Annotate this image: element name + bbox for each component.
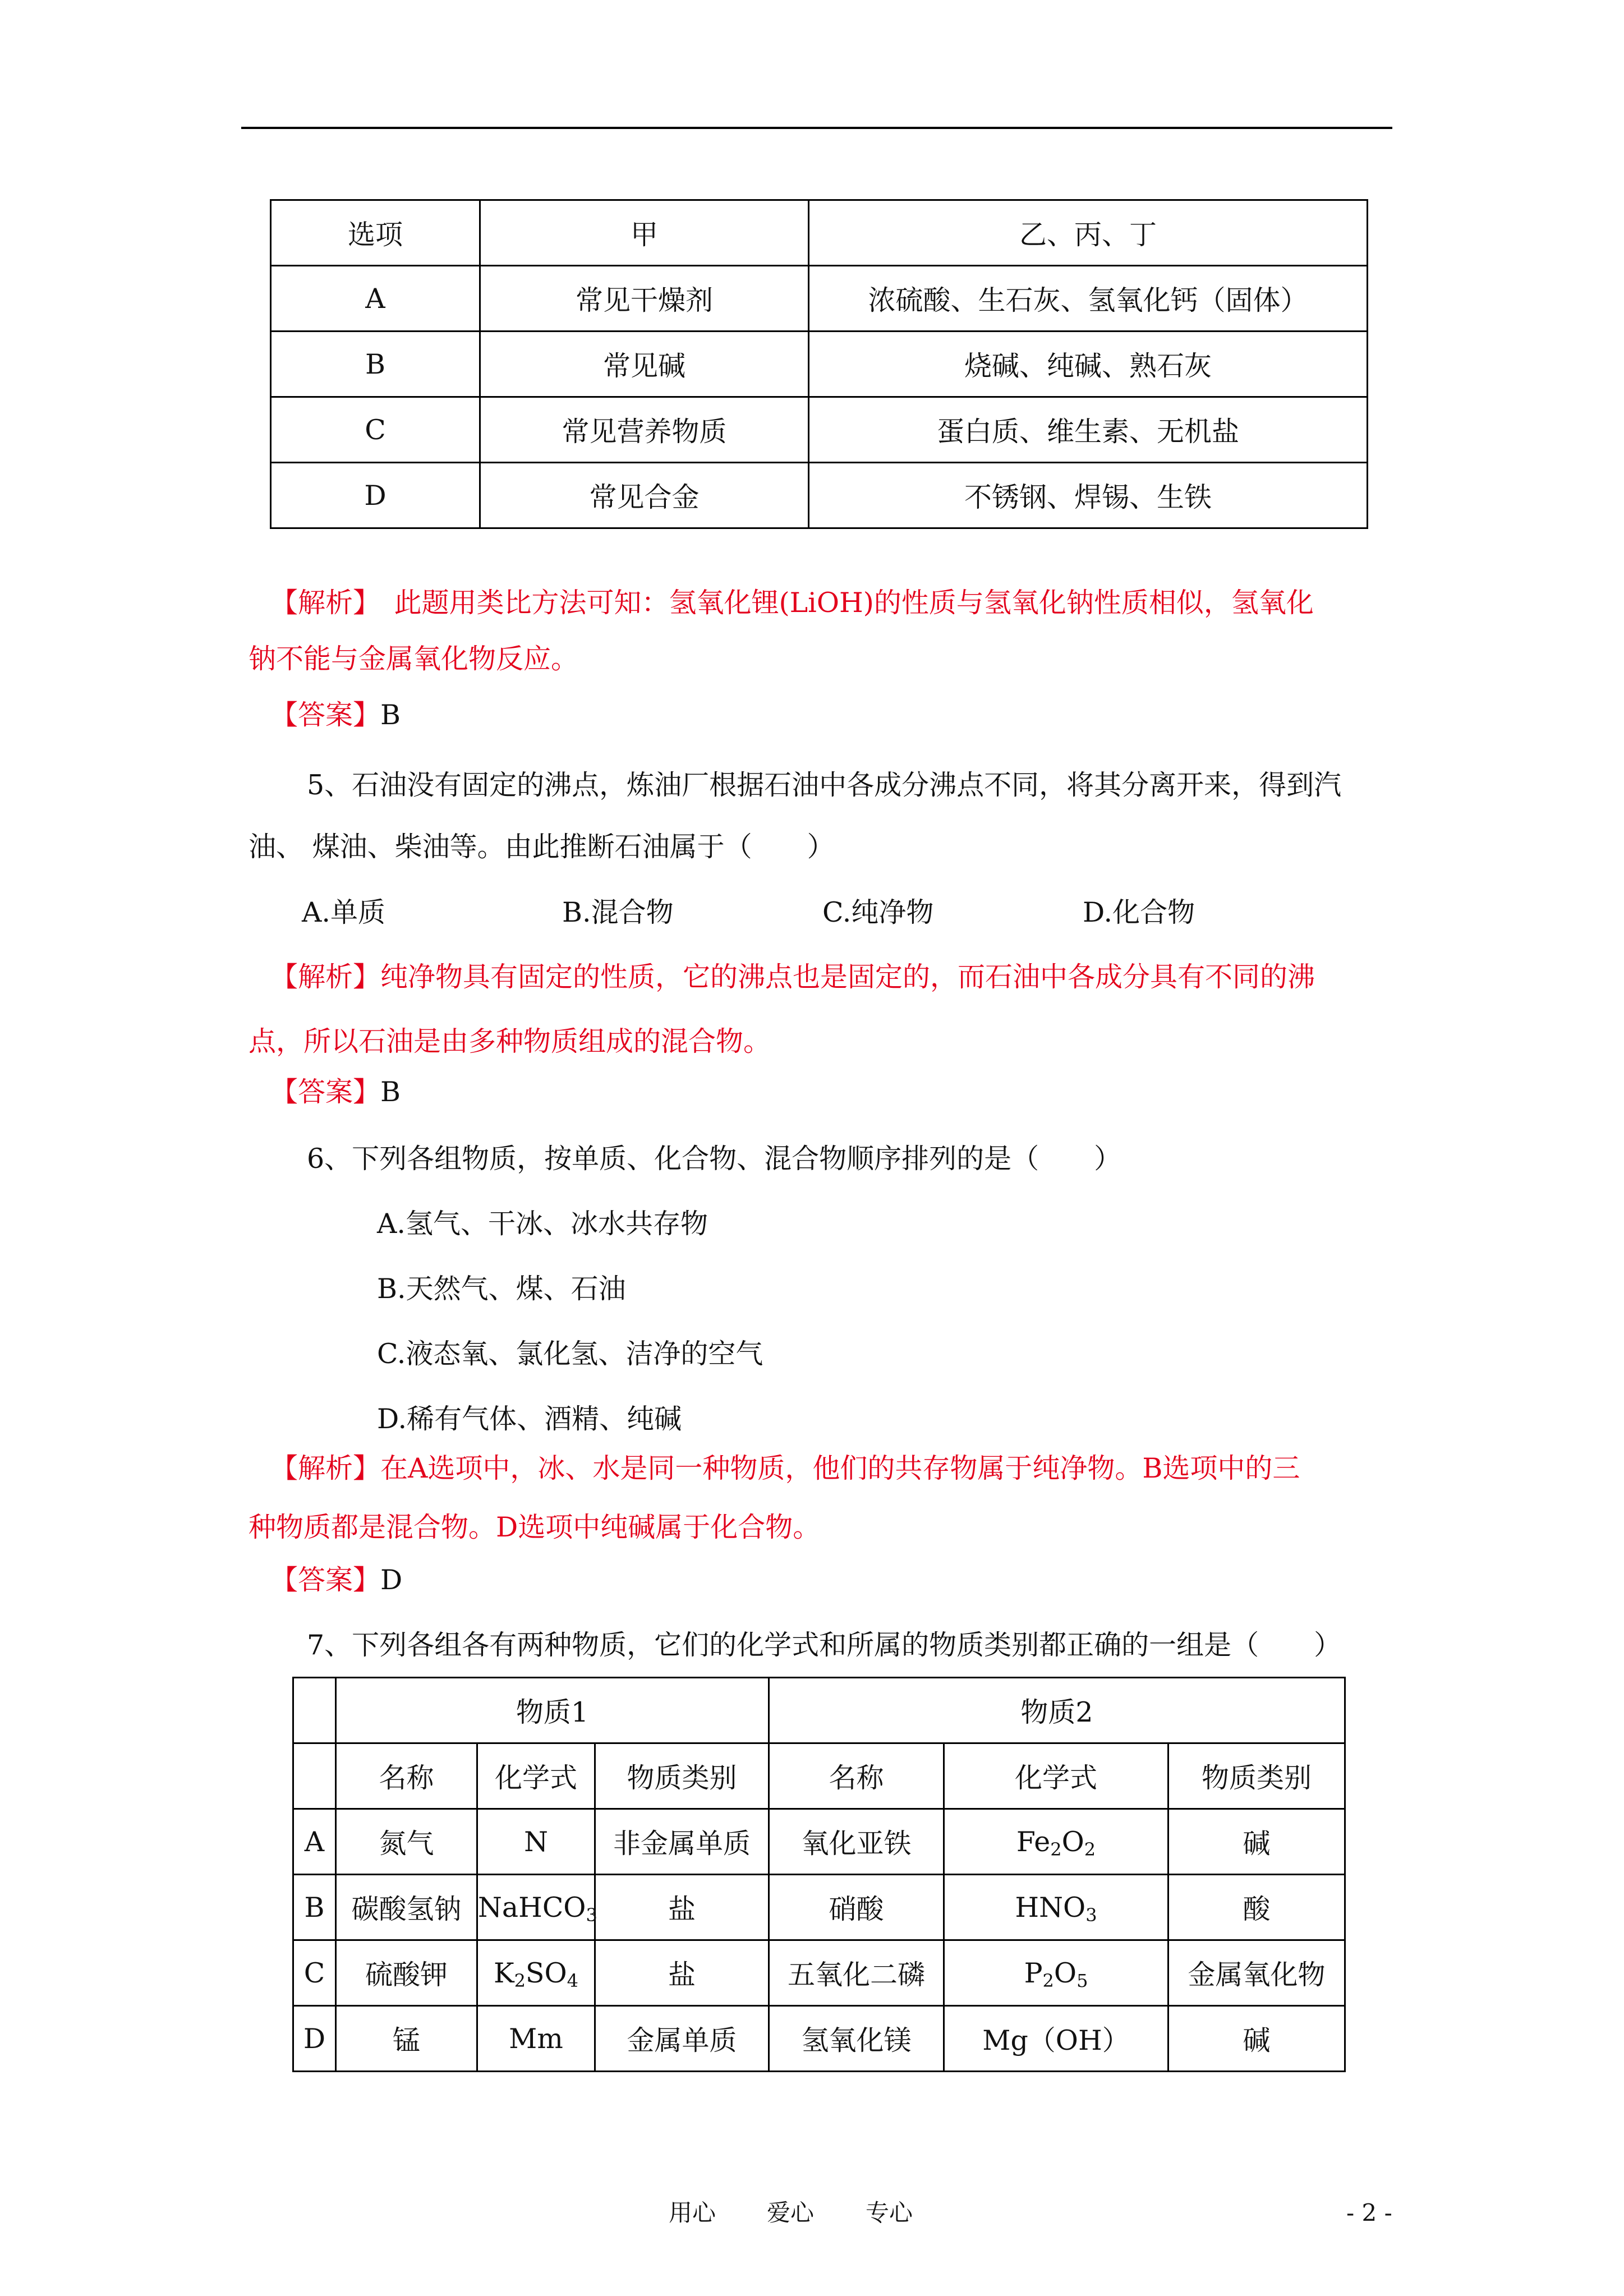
header-cell: 物质类别 bbox=[595, 1743, 769, 1809]
formula-cell: NaHCO$_3$ bbox=[477, 1875, 595, 1940]
formula-cell: $K_2SO_4$ bbox=[477, 1940, 595, 2006]
table-cell: 酸 bbox=[1168, 1875, 1345, 1940]
corner-cell bbox=[293, 1678, 336, 1743]
footer-motto-1: 用心 bbox=[669, 2199, 716, 2226]
formula-cell: N bbox=[477, 1809, 595, 1875]
table-cell: 氧化亚铁 bbox=[769, 1809, 944, 1875]
table-cell: 盐 bbox=[595, 1940, 769, 2006]
option-c: C.液态氧、氯化氢、洁净的空气 bbox=[377, 1338, 763, 1370]
question-stem: 油、 煤油、柴油等。由此推断石油属于（ ） bbox=[249, 831, 835, 863]
table-cell: B bbox=[271, 332, 480, 397]
footer-motto-3: 专心 bbox=[866, 2199, 913, 2226]
substance-table bbox=[292, 1677, 1346, 2072]
table-group-row bbox=[293, 1678, 1345, 1743]
header-cell: 名称 bbox=[769, 1743, 944, 1809]
answer-line bbox=[270, 1075, 401, 1109]
table-cell: 硫酸钾 bbox=[336, 1940, 477, 2006]
table-cell: 金属氧化物 bbox=[1168, 1940, 1345, 2006]
answer-value: B bbox=[380, 699, 401, 731]
category-table bbox=[270, 199, 1368, 529]
table-cell: 非金属单质 bbox=[595, 1809, 769, 1875]
table-cell: 常见碱 bbox=[480, 332, 809, 397]
table-cell: C bbox=[271, 397, 480, 463]
formula-cell: Mm bbox=[477, 2006, 595, 2072]
table-header-row bbox=[271, 200, 1368, 266]
answer-tag: 【答案】 bbox=[270, 1076, 381, 1108]
table-cell: 盐 bbox=[595, 1875, 769, 1940]
table-cell: A bbox=[271, 266, 480, 332]
header-cell: 甲 bbox=[480, 200, 809, 266]
table-cell: 浓硫酸、生石灰、氢氧化钙（固体） bbox=[809, 266, 1368, 332]
page-number: - 2 - bbox=[1346, 2199, 1392, 2226]
formula-cell: $P_2O_5$ bbox=[944, 1940, 1168, 2006]
formula-cell: Mg（OH） bbox=[944, 2006, 1168, 2072]
table-row bbox=[293, 1875, 1345, 1940]
analysis-text: 【解析】在A选项中，冰、水是同一种物质，他们的共存物属于纯净物。B选项中的三 bbox=[270, 1452, 1300, 1484]
group-header: 物质2 bbox=[769, 1678, 1345, 1743]
table-cell: 蛋白质、维生素、无机盐 bbox=[809, 397, 1368, 463]
answer-tag: 【答案】 bbox=[270, 699, 381, 731]
row-key: C bbox=[293, 1940, 336, 2006]
answer-line bbox=[270, 1563, 402, 1597]
table-cell: 五氧化二磷 bbox=[769, 1940, 944, 2006]
header-cell: 乙、丙、丁 bbox=[809, 200, 1368, 266]
option-d: D.化合物 bbox=[1083, 896, 1195, 928]
table-cell: 氮气 bbox=[336, 1809, 477, 1875]
header-rule bbox=[241, 127, 1392, 129]
corner-cell bbox=[293, 1743, 336, 1809]
answer-value: B bbox=[380, 1076, 401, 1108]
table-cell: 锰 bbox=[336, 2006, 477, 2072]
answer-line bbox=[270, 698, 401, 732]
table-cell: 常见营养物质 bbox=[480, 397, 809, 463]
table-cell: 常见合金 bbox=[480, 463, 809, 528]
table-row bbox=[271, 332, 1368, 397]
analysis-text: 【解析】 此题用类比方法可知：氢氧化锂(LiOH)的性质与氢氧化钠性质相似，氢氧化 bbox=[270, 587, 1314, 619]
analysis-text: 钠不能与金属氧化物反应。 bbox=[249, 643, 579, 675]
table-row bbox=[271, 266, 1368, 332]
row-key: B bbox=[293, 1875, 336, 1940]
table-cell: 碱 bbox=[1168, 1809, 1345, 1875]
table-row bbox=[293, 2006, 1345, 2072]
header-cell: 化学式 bbox=[477, 1743, 595, 1809]
table-row bbox=[271, 463, 1368, 528]
answer-tag: 【答案】 bbox=[270, 1564, 381, 1596]
answer-value: D bbox=[380, 1564, 403, 1596]
table-cell: 金属单质 bbox=[595, 2006, 769, 2072]
option-b: B.混合物 bbox=[562, 896, 674, 928]
row-key: D bbox=[293, 2006, 336, 2072]
question-stem: 7、下列各组各有两种物质，它们的化学式和所属的物质类别都正确的一组是（ ） bbox=[307, 1629, 1342, 1661]
analysis-text: 【解析】纯净物具有固定的性质，它的沸点也是固定的，而石油中各成分具有不同的沸 bbox=[270, 961, 1315, 993]
group-header: 物质1 bbox=[336, 1678, 769, 1743]
option-b: B.天然气、煤、石油 bbox=[377, 1273, 626, 1305]
header-cell: 物质类别 bbox=[1168, 1743, 1345, 1809]
table-header-row bbox=[293, 1743, 1345, 1809]
table-cell: D bbox=[271, 463, 480, 528]
table-cell: 烧碱、纯碱、熟石灰 bbox=[809, 332, 1368, 397]
header-cell: 选项 bbox=[271, 200, 480, 266]
row-key: A bbox=[293, 1809, 336, 1875]
question-stem: 5、石油没有固定的沸点，炼油厂根据石油中各成分沸点不同，将其分离开来，得到汽 bbox=[307, 769, 1342, 801]
analysis-text: 点，所以石油是由多种物质组成的混合物。 bbox=[249, 1025, 771, 1057]
table-cell: 常见干燥剂 bbox=[480, 266, 809, 332]
table-cell: 氢氧化镁 bbox=[769, 2006, 944, 2072]
table-row bbox=[293, 1940, 1345, 2006]
footer-motto-2: 爱心 bbox=[767, 2199, 815, 2226]
header-cell: 名称 bbox=[336, 1743, 477, 1809]
table-cell: 碳酸氢钠 bbox=[336, 1875, 477, 1940]
analysis-text: 种物质都是混合物。D选项中纯碱属于化合物。 bbox=[249, 1511, 821, 1543]
header-cell: 化学式 bbox=[944, 1743, 1168, 1809]
option-c: C.纯净物 bbox=[822, 896, 934, 928]
option-a: A.单质 bbox=[302, 896, 385, 928]
table-row bbox=[271, 397, 1368, 463]
option-a: A.氢气、干冰、冰水共存物 bbox=[377, 1208, 708, 1240]
table-row bbox=[293, 1809, 1345, 1875]
question-stem: 6、下列各组物质，按单质、化合物、混合物顺序排列的是（ ） bbox=[307, 1143, 1122, 1175]
option-d: D.稀有气体、酒精、纯碱 bbox=[377, 1403, 682, 1435]
table-cell: 硝酸 bbox=[769, 1875, 944, 1940]
table-cell: 碱 bbox=[1168, 2006, 1345, 2072]
formula-cell: $HNO_3$ bbox=[944, 1875, 1168, 1940]
table-cell: 不锈钢、焊锡、生铁 bbox=[809, 463, 1368, 528]
formula-cell: $Fe_2O_2$ bbox=[944, 1809, 1168, 1875]
